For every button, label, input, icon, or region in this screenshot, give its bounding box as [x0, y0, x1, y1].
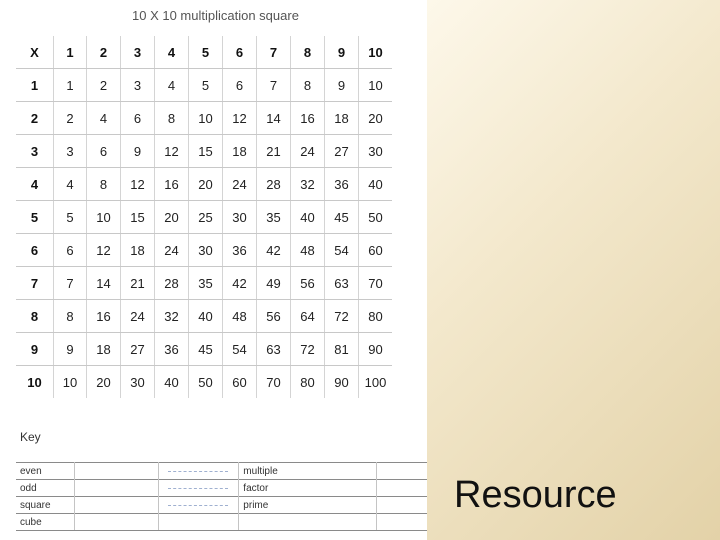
grid-cell: 30 — [359, 135, 393, 168]
key-swatch — [376, 497, 427, 514]
resource-label: Resource — [454, 474, 617, 516]
key-divider — [168, 488, 228, 489]
grid-row — [16, 102, 392, 135]
grid-row — [16, 168, 392, 201]
grid-cell: 90 — [359, 333, 393, 366]
key-label: prime — [239, 497, 377, 514]
grid-header-cell: 3 — [121, 36, 155, 69]
key-swatch — [376, 463, 427, 480]
grid-cell: 27 — [121, 333, 155, 366]
grid-row — [16, 69, 392, 102]
grid-cell: 7 — [257, 69, 291, 102]
grid-cell: 3 — [121, 69, 155, 102]
grid-cell: 56 — [257, 300, 291, 333]
grid-header-cell: 7 — [257, 36, 291, 69]
key-label: even — [16, 463, 75, 480]
grid-cell: 56 — [291, 267, 325, 300]
grid-cell: 40 — [291, 201, 325, 234]
grid-header-cell: 1 — [54, 36, 87, 69]
grid-cell: 6 — [223, 69, 257, 102]
multiplication-grid — [16, 36, 392, 398]
grid-cell: 8 — [291, 69, 325, 102]
grid-cell: 4 — [155, 69, 189, 102]
grid-cell: 5 — [189, 69, 223, 102]
worksheet-title: 10 X 10 multiplication square — [132, 8, 299, 23]
grid-cell: 40 — [189, 300, 223, 333]
grid-cell: 18 — [223, 135, 257, 168]
grid-row — [16, 300, 392, 333]
grid-cell: 8 — [155, 102, 189, 135]
grid-cell: 35 — [257, 201, 291, 234]
grid-header-cell: 9 — [16, 333, 54, 366]
grid-cell: 21 — [257, 135, 291, 168]
grid-cell: 10 — [87, 201, 121, 234]
key-row — [16, 514, 427, 531]
key-row — [16, 480, 427, 497]
grid-cell: 72 — [325, 300, 359, 333]
grid-header-cell: 10 — [359, 36, 393, 69]
grid-cell: 80 — [359, 300, 393, 333]
grid-cell: 63 — [257, 333, 291, 366]
grid-header-cell: 4 — [155, 36, 189, 69]
grid-cell: 6 — [121, 102, 155, 135]
key-label: cube — [16, 514, 75, 531]
grid-cell: 6 — [54, 234, 87, 267]
grid-cell: 80 — [291, 366, 325, 399]
grid-header-cell: 3 — [16, 135, 54, 168]
grid-header-cell: 8 — [291, 36, 325, 69]
grid-row — [16, 366, 392, 399]
grid-cell: 63 — [325, 267, 359, 300]
key-row — [16, 463, 427, 480]
key-label: odd — [16, 480, 75, 497]
grid-cell: 12 — [155, 135, 189, 168]
grid-header-cell: 2 — [87, 36, 121, 69]
key-swatch — [376, 480, 427, 497]
grid-cell: 32 — [155, 300, 189, 333]
grid-cell: 45 — [325, 201, 359, 234]
grid-cell: 64 — [291, 300, 325, 333]
grid-cell: 16 — [87, 300, 121, 333]
grid-cell: 24 — [223, 168, 257, 201]
grid-cell: 49 — [257, 267, 291, 300]
key-swatch — [75, 463, 158, 480]
grid-row — [16, 201, 392, 234]
grid-cell: 14 — [87, 267, 121, 300]
grid-header-cell: 7 — [16, 267, 54, 300]
grid-cell: 1 — [54, 69, 87, 102]
decorative-side-panel — [427, 0, 720, 540]
key-label — [239, 514, 377, 531]
key-swatch — [75, 497, 158, 514]
grid-cell: 54 — [223, 333, 257, 366]
grid-cell: 6 — [87, 135, 121, 168]
grid-cell: 4 — [54, 168, 87, 201]
grid-cell: 24 — [155, 234, 189, 267]
grid-cell: 2 — [54, 102, 87, 135]
grid-cell: 32 — [291, 168, 325, 201]
grid-cell: 48 — [223, 300, 257, 333]
grid-row — [16, 267, 392, 300]
grid-cell: 9 — [325, 69, 359, 102]
grid-cell: 28 — [257, 168, 291, 201]
grid-header-cell: 2 — [16, 102, 54, 135]
grid-cell: 42 — [223, 267, 257, 300]
grid-cell: 100 — [364, 374, 387, 390]
key-label: factor — [239, 480, 377, 497]
grid-cell: 20 — [155, 201, 189, 234]
grid-cell: 81 — [325, 333, 359, 366]
grid-header-cell: X — [16, 36, 54, 69]
grid-cell: 14 — [257, 102, 291, 135]
grid-header-cell: 1 — [16, 69, 54, 102]
grid-cell: 5 — [54, 201, 87, 234]
grid-cell: 20 — [189, 168, 223, 201]
key-spacer — [158, 497, 239, 514]
key-title: Key — [20, 430, 41, 444]
grid-cell: 60 — [223, 366, 257, 399]
grid-cell: 50 — [189, 366, 223, 399]
grid-cell: 30 — [223, 201, 257, 234]
grid-cell: 25 — [189, 201, 223, 234]
grid-header-row — [16, 36, 392, 69]
grid-cell: 40 — [359, 168, 393, 201]
key-swatch — [75, 514, 158, 531]
grid-cell: 7 — [54, 267, 87, 300]
grid-cell: 15 — [189, 135, 223, 168]
grid-cell: 9 — [121, 135, 155, 168]
grid-row — [16, 135, 392, 168]
grid-cell: 90 — [325, 366, 359, 399]
grid-cell: 35 — [189, 267, 223, 300]
grid-cell: 36 — [155, 333, 189, 366]
grid-cell: 3 — [54, 135, 87, 168]
grid-cell: 70 — [257, 366, 291, 399]
grid-header-cell: 5 — [189, 36, 223, 69]
grid-cell: 2 — [87, 69, 121, 102]
grid-cell: 42 — [257, 234, 291, 267]
key-row — [16, 497, 427, 514]
grid-cell: 36 — [325, 168, 359, 201]
grid-header-cell: 9 — [325, 36, 359, 69]
grid-cell: 21 — [121, 267, 155, 300]
grid-cell: 12 — [121, 168, 155, 201]
grid-cell: 27 — [325, 135, 359, 168]
grid-cell: 18 — [325, 102, 359, 135]
grid-cell: 16 — [291, 102, 325, 135]
grid-cell: 50 — [359, 201, 393, 234]
grid-cell: 48 — [291, 234, 325, 267]
grid-row — [16, 234, 392, 267]
key-swatch — [75, 480, 158, 497]
grid-cell: 8 — [54, 300, 87, 333]
grid-header-cell: 6 — [16, 234, 54, 267]
key-divider — [168, 471, 228, 472]
grid-cell: 8 — [87, 168, 121, 201]
key-label: multiple — [239, 463, 377, 480]
grid-cell: 4 — [87, 102, 121, 135]
key-spacer — [158, 514, 239, 531]
grid-cell: 24 — [121, 300, 155, 333]
grid-cell: 18 — [87, 333, 121, 366]
grid-cell: 12 — [223, 102, 257, 135]
key-spacer — [158, 480, 239, 497]
grid-cell: 15 — [121, 201, 155, 234]
grid-cell: 9 — [54, 333, 87, 366]
grid-cell: 45 — [189, 333, 223, 366]
grid-header-cell: 6 — [223, 36, 257, 69]
grid-cell: 70 — [359, 267, 393, 300]
grid-header-cell: 10 — [16, 366, 54, 399]
grid-cell: 10 — [359, 69, 393, 102]
grid-cell: 72 — [291, 333, 325, 366]
grid-cell: 36 — [223, 234, 257, 267]
grid-cell: 10 — [54, 366, 87, 399]
key-table — [16, 462, 427, 531]
grid-cell: 16 — [155, 168, 189, 201]
grid-cell: 40 — [155, 366, 189, 399]
grid-cell: 30 — [121, 366, 155, 399]
grid-cell: 18 — [121, 234, 155, 267]
grid-header-cell: 4 — [16, 168, 54, 201]
grid-cell: 12 — [87, 234, 121, 267]
grid-row — [16, 333, 392, 366]
grid-cell: 10 — [189, 102, 223, 135]
grid-cell: 20 — [87, 366, 121, 399]
grid-header-cell: 8 — [16, 300, 54, 333]
grid-cell: 20 — [359, 102, 393, 135]
grid-cell: 60 — [359, 234, 393, 267]
grid-cell: 30 — [189, 234, 223, 267]
key-label: square — [16, 497, 75, 514]
grid-cell: 28 — [155, 267, 189, 300]
key-divider — [168, 505, 228, 506]
key-spacer — [158, 463, 239, 480]
grid-header-cell: 5 — [16, 201, 54, 234]
grid-cell: 24 — [291, 135, 325, 168]
key-swatch — [376, 514, 427, 531]
grid-cell: 54 — [325, 234, 359, 267]
